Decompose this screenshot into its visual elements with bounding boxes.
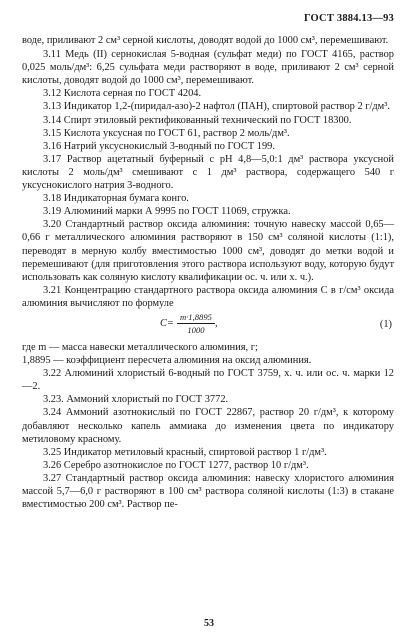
- paragraph-3-18: 3.18 Индикаторная бумага конго.: [43, 193, 189, 205]
- paragraph-3-22: 3.22 Алюминий хлористый 6-водный по ГОСТ 3759, х. ч. или ос. ч. марки 12—2.: [22, 368, 394, 393]
- formula-lhs: C=: [160, 317, 174, 329]
- formula-denominator: 1000: [187, 324, 205, 335]
- paragraph-3-26: 3.26 Серебро азотнокислое по ГОСТ 1277, раствор 10 г/дм³.: [43, 459, 309, 471]
- paragraph-where: где m — масса навески металлического алюминия, г;: [22, 341, 258, 353]
- paragraph-3-13: 3.13 Индикатор 1,2-(пиридал-азо)-2 нафтол (ПАН), спиртовой раствор 2 г/дм³.: [43, 101, 390, 113]
- document-body: [22, 34, 394, 511]
- paragraph-3-17: 3.17 Раствор ацетатный буферный с рН 4,8—5,0:1 дм³ раствора уксусной кислоты 2 моль/дм³ смешивают с 1 дм³ раствора, содержащего 540 г уксуснокислого натрия 3-водного.: [22, 153, 394, 192]
- formula-number: (1): [379, 318, 392, 330]
- paragraph-3-19: 3.19 Алюминий марки А 9995 по ГОСТ 11069, стружка.: [43, 206, 291, 218]
- paragraph-3-24: 3.24 Аммоний азотнокислый по ГОСТ 22867, раствор 20 г/дм³, к которому добавляют несколько капель аммиака до изменения цвета по индикатору метиловому красному.: [22, 407, 394, 445]
- page-number: 53: [204, 618, 214, 629]
- paragraph-3-12: 3.12 Кислота серная по ГОСТ 4204.: [43, 88, 202, 100]
- formula-fraction: [177, 312, 215, 335]
- paragraph-3-20: 3.20 Стандартный раствор оксида алюминия: точную навеску массой 0,65— 0,66 г металлического алюминия растворяют в 150 см³ соляной кислоты (1:1), переводят в мерную колбу вместимостью 1000 см³, доводят до метки водой и перемешивают (для приготовления этого раствора используют воду, которую будут использовать как соляную кислоту квалификации ос. ч. или х. ч.).: [22, 219, 394, 283]
- paragraph-3-15: 3.15 Кислота уксусная по ГОСТ 61, раствор 2 моль/дм³.: [43, 127, 290, 139]
- paragraph-3-11: 3.11 Медь (II) сернокислая 5-водная (сульфат меди) по ГОСТ 4165, раствор 0,025 моль/дм³: 6,25 сульфата меди растворяют в воде, приливают 2 см³ серной кислоты, доводят водой до 1000 см³, перемешивают.: [22, 49, 394, 87]
- paragraph-3-27: 3.27 Стандартный раствор оксида алюминия: навеску хлористого алюминия массой 5,7—6,0 г растворяют в 100 см³ раствора соляной кислоты (1:3) в стакане вместимостью 200 см³. Раствор пе-: [22, 472, 394, 511]
- paragraph-3-21: 3.21 Концентрацию стандартного раствора оксида алюминия С в г/см³ оксида алюминия вычисляют по формуле: [22, 284, 394, 309]
- document-header: ГОСТ 3884.13—93: [303, 13, 394, 24]
- paragraph-continuation: воде, приливают 2 см³ серной кислоты, доводят водой до 1000 см³, перемешивают.: [22, 35, 389, 46]
- formula-suffix: ,: [214, 317, 218, 329]
- paragraph-coefficient: 1,8895 — коэффициент пересчета алюминия на оксид алюминия.: [22, 355, 312, 367]
- formula-numerator: m·1,8895: [177, 312, 215, 324]
- paragraph-3-14: 3.14 Спирт этиловый ректификованный технический по ГОСТ 18300.: [43, 114, 352, 126]
- paragraph-3-16: 3.16 Натрий уксуснокислый 3-водный по ГОСТ 199.: [43, 140, 275, 152]
- formula: [160, 312, 218, 335]
- paragraph-3-25: 3.25 Индикатор метиловый красный, спиртовой раствор 1 г/дм³.: [43, 446, 327, 458]
- paragraph-3-23: 3.23. Аммоний хлористый по ГОСТ 3772.: [43, 394, 229, 406]
- formula-block: [22, 312, 394, 338]
